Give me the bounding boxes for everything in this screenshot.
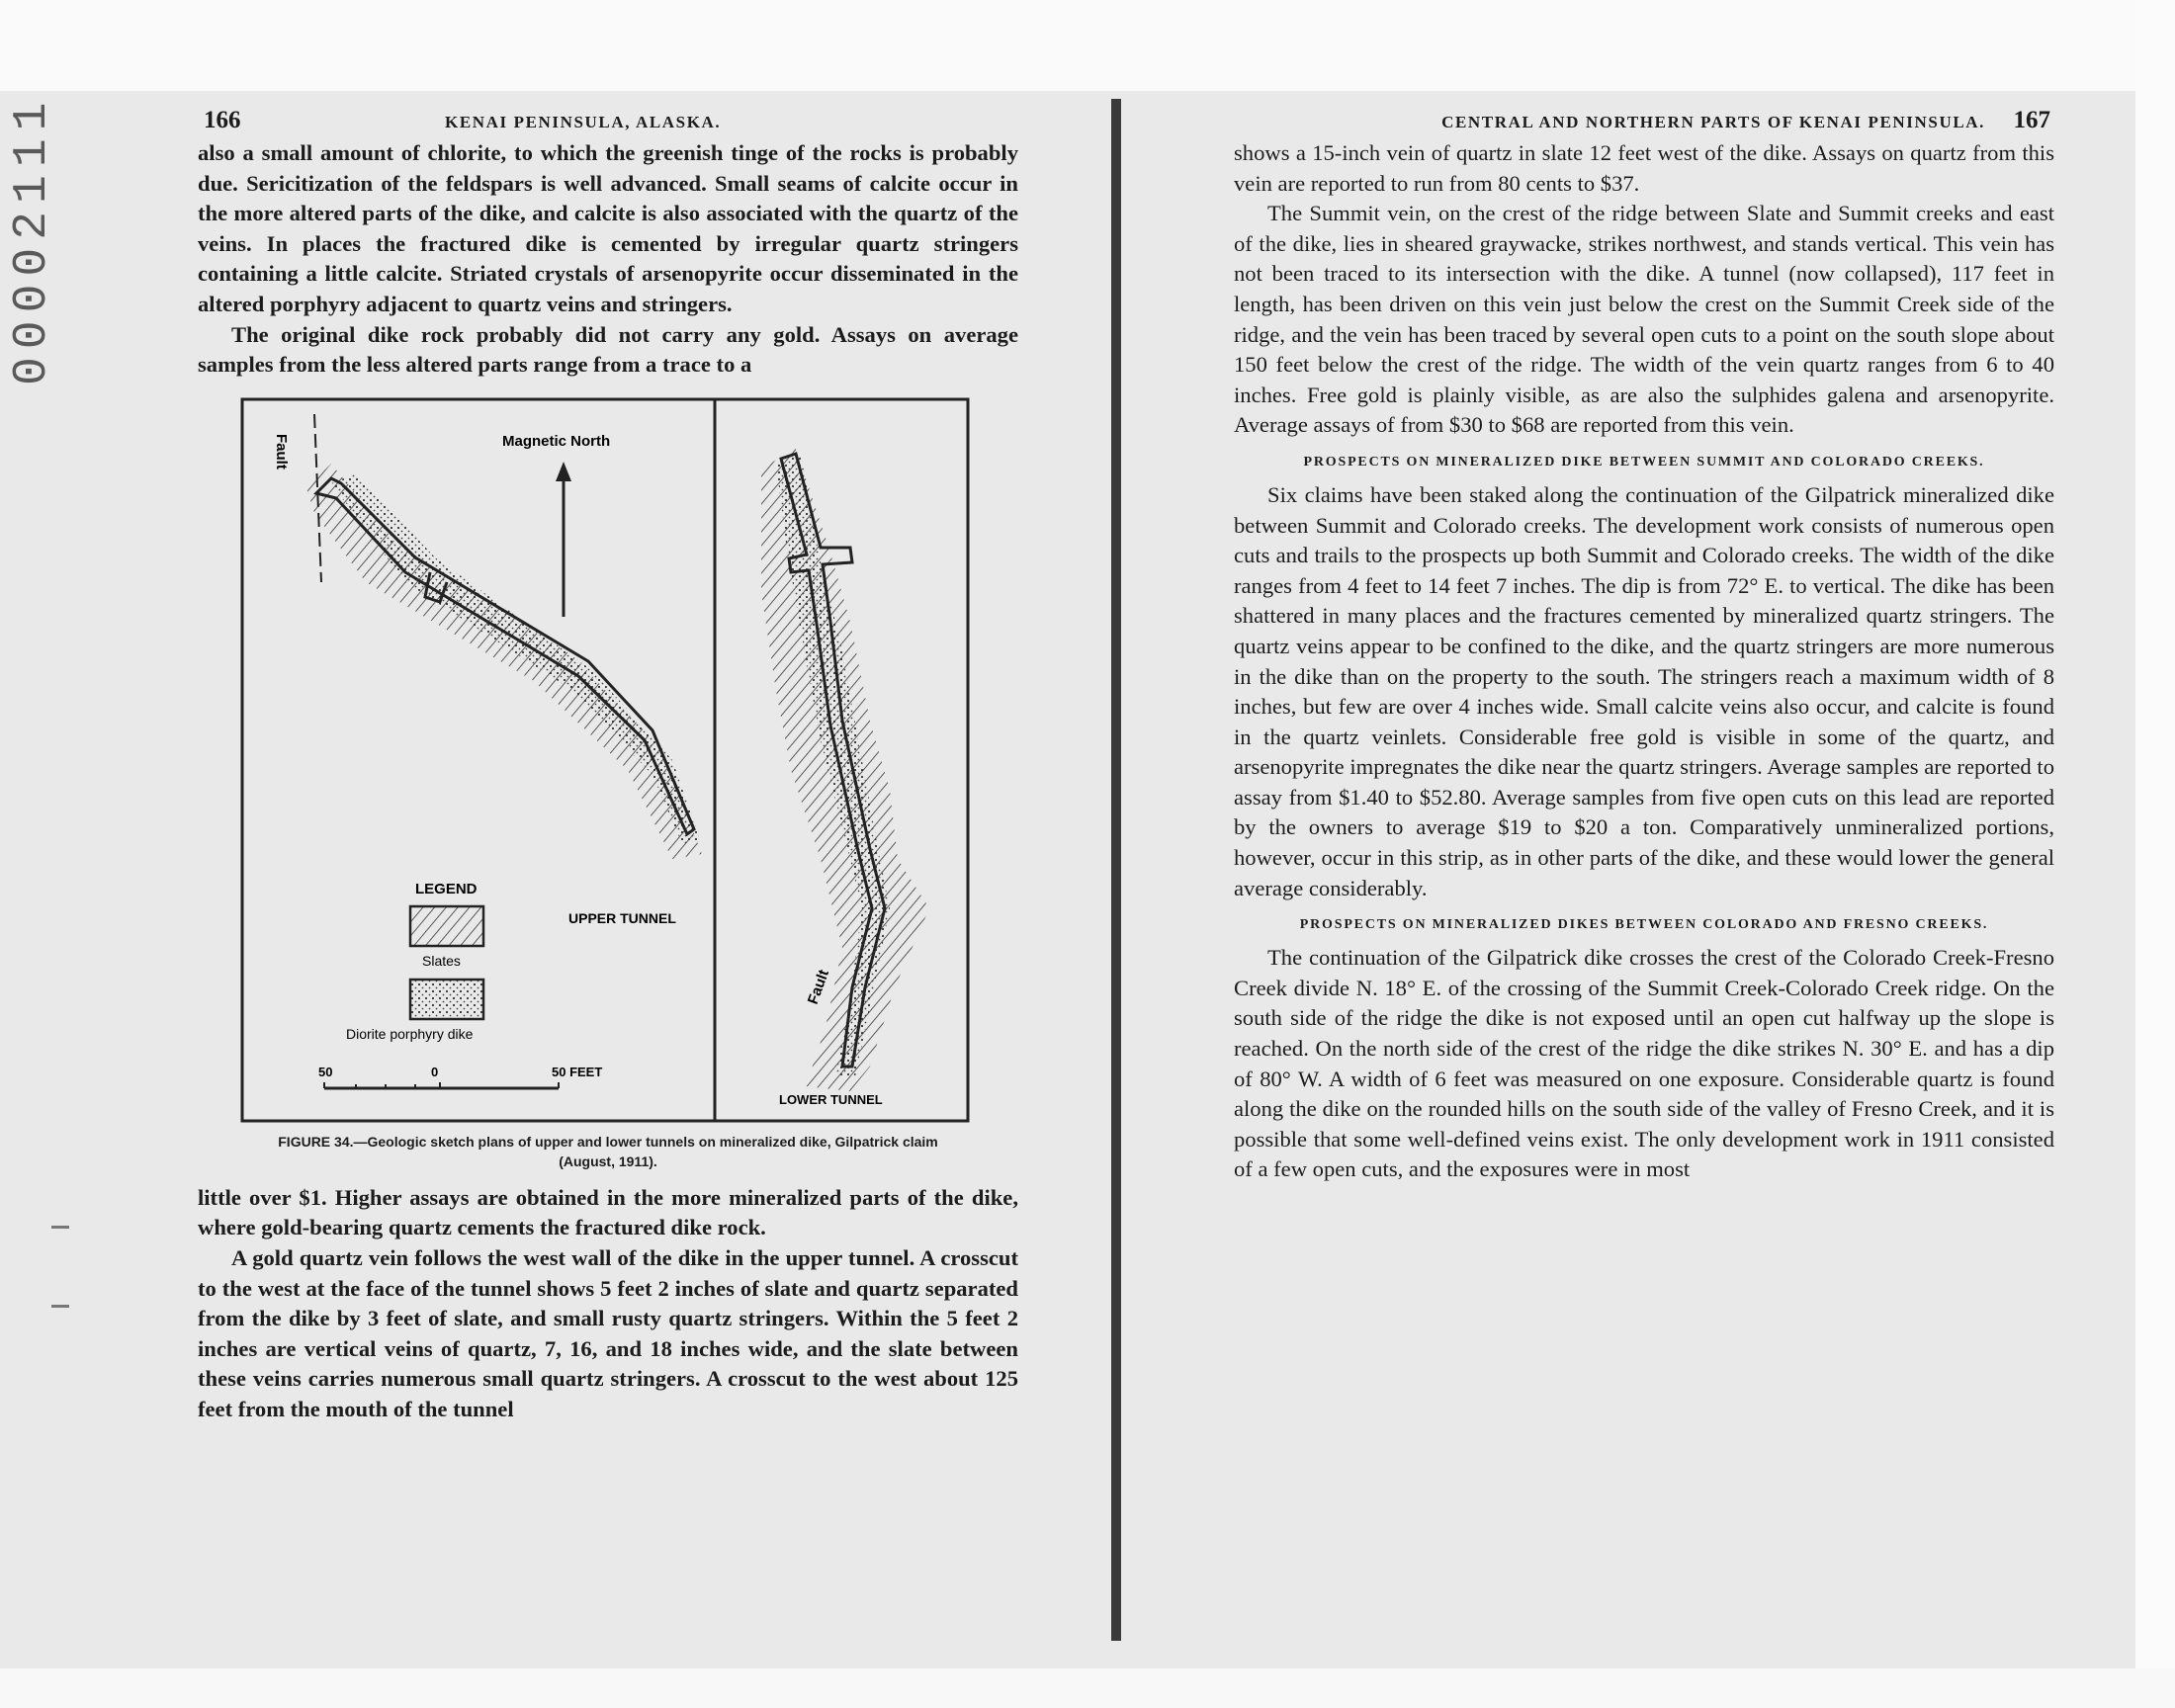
page-number: 167 (2013, 107, 2050, 133)
scan-mark (51, 1226, 69, 1229)
running-head (1234, 99, 2054, 138)
page-number: 166 (204, 107, 241, 133)
paragraph: The continuation of the Gilpatrick dike crosses the crest of the Colorado Creek-Fresno Creek divide N. 18° E. of the crossing of the Summit Creek-Colorado Creek ridge. On the south side of the ridge the dike is not exposed until an open cut halfway up the slope is reached. On the north side of the crest of the ridge the dike strikes N. 30° E. and has a dip of 80° W. A width of 6 feet was measured on one exposure. Considerable quartz is found along the dike on the rounded hills on the south side of the valley of Fresno Creek, and it is possible that some well-defined veins exist. The only development work in 1911 consisted of a few open cuts, and the exposures were in most (1234, 945, 2054, 1182)
legend-slates-label: Slates (422, 952, 461, 969)
microfilm-frame-id: 00002111 (6, 94, 59, 385)
north-label: Magnetic North (502, 432, 611, 450)
scan-top-margin (0, 0, 2175, 91)
book-gutter (1111, 99, 1121, 1641)
scan-right-margin (2135, 0, 2175, 1708)
paragraph: little over $1. Higher assays are obtained in the more mineralized parts of the dike, where gold-bearing quartz cements the fractured dike rock. (198, 1184, 1018, 1240)
legend-dike-label: Diorite porphyry dike (346, 1025, 474, 1042)
caption-line-2: (August, 1911). (559, 1153, 657, 1169)
running-head (198, 99, 1018, 138)
scale-left-label: 50 (318, 1064, 333, 1079)
scan-mark (51, 1305, 69, 1308)
legend-dike-swatch (410, 980, 483, 1019)
paragraph: A gold quartz vein follows the west wall of the dike in the upper tunnel. A crosscut to the west at the face of the tunnel shows 5 feet 2 inches of slate and quartz separated from the dike by 3 feet of slate, and small rusty quartz stringers. Within the 5 feet 2 inches are vertical veins of quartz, 7, 16, and 18 inches wide, and the slate between these veins carries numerous small quartz stringers. A crosscut to the west about 125 feet from the mouth of the tunnel (198, 1244, 1018, 1421)
legend-title: LEGEND (415, 880, 478, 897)
sketch-plan-svg (237, 394, 971, 1126)
left-page (198, 99, 1018, 1425)
section-heading: PROSPECTS ON MINERALIZED DIKES BETWEEN COLORADO AND FRESNO CREEKS. (1299, 917, 1989, 933)
upper-fault-label: Fault (273, 433, 290, 470)
scan-bottom-margin (0, 1668, 2175, 1708)
right-page (1234, 99, 2054, 1185)
section-heading: PROSPECTS ON MINERALIZED DIKE BETWEEN SUMMIT AND COLORADO CREEKS. (1303, 454, 1985, 470)
figure-caption (198, 1132, 1018, 1171)
upper-tunnel-label: UPPER TUNNEL (568, 909, 676, 926)
caption-line-1: FIGURE 34.—Geologic sketch plans of upper and lower tunnels on mineralized dike, Gilpatrick claim (278, 1133, 938, 1150)
running-title: KENAI PENINSULA, ALASKA. (445, 113, 722, 131)
paragraph: Six claims have been staked along the continuation of the Gilpatrick mineralized dike between Summit and Colorado creeks. The development work consists of numerous open cuts and trails to the prospects up both Summit and Colorado creeks. The width of the dike ranges from 4 feet to 14 feet 7 inches. The dip is from 72° E. to vertical. The dike has been shattered in many places and the fractures cemented by mineralized quartz stringers. The quartz veins appear to be confined to the dike, and the quartz stringers are more numerous in the dike than on the property to the south. The stringers reach a maximum width of 8 inches, but few are over 4 inches wide. Small calcite veins also occur, and calcite is found in the quartz veinlets. Considerable free gold is visible in some of the quartz, and arsenopyrite impregnates the dike near the quartz stringers. Average samples are reported to assay from $1.40 to $52.80. Average samples from five open cuts on this lead are reported by the owners to average $19 to $20 a ton. Comparatively unmineralized portions, however, occur in this strip, as in other parts of the dike, and these would lower the general average considerably. (1234, 481, 2054, 900)
paragraph: also a small amount of chlorite, to which the greenish tinge of the rocks is probably due. Sericitization of the feldspars is well advanced. Small seams of calcite occur in the more altered parts of the dike, and calcite is also associated with the quartz of the veins. In places the fractured dike is cemented by irregular quartz stringers containing a little calcite. Striated crystals of arsenopyrite occur disseminated in the altered porphyry adjacent to quartz veins and stringers. (198, 140, 1018, 316)
north-arrow-head (556, 462, 571, 481)
paragraph: shows a 15-inch vein of quartz in slate 12 feet west of the dike. Assays on quartz from this vein are reported to run from 80 cents to $37. (1234, 140, 2054, 196)
paragraph: The original dike rock probably did not carry any gold. Assays on average samples from the less altered parts range from a trace to a (198, 321, 1018, 378)
lower-fault-label: Fault (804, 967, 833, 1007)
legend-slates-swatch (410, 906, 483, 946)
running-title: CENTRAL AND NORTHERN PARTS OF KENAI PENINSULA. (1441, 113, 1985, 131)
scale-mid-label: 0 (431, 1064, 439, 1079)
paragraph: The Summit vein, on the crest of the ridge between Slate and Summit creeks and east of the dike, lies in sheared graywacke, strikes northwest, and stands vertical. This vein has not been traced to its intersection with the dike. A tunnel (now collapsed), 117 feet in length, has been driven on this vein just below the crest on the Summit Creek side of the ridge, and the vein has been traced by several open cuts to a point on the south slope about 150 feet below the crest of the ridge. The width of the vein quartz ranges from 6 to 40 inches. Free gold is plainly visible, as are also the sulphides galena and arsenopyrite. Average assays of from $30 to $68 are reported from this vein. (1234, 201, 2054, 438)
lower-tunnel-label: LOWER TUNNEL (779, 1091, 883, 1107)
geologic-sketch-figure (237, 394, 971, 1126)
scale-right-label: 50 FEET (552, 1064, 603, 1079)
